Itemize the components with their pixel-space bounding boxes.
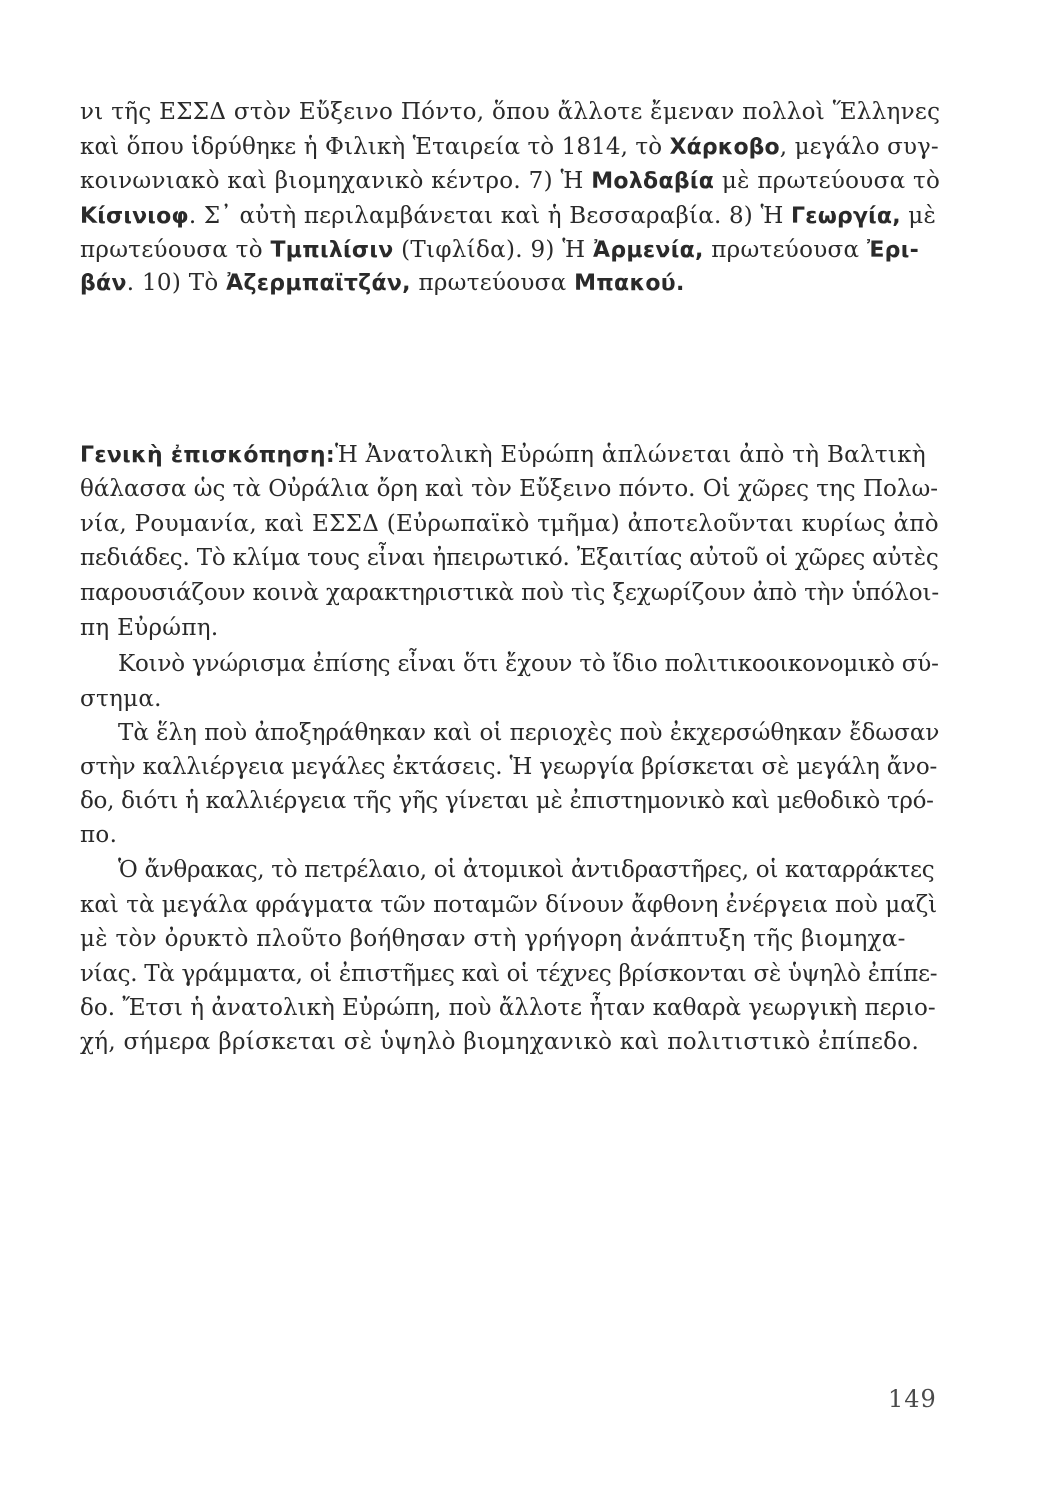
text-line [118,718,939,748]
line-text: παρουσιάζουν κοινὰ χαρακτηριστικὰ ποὺ τὶς ξεχωρίζουν ἀπὸ τὴν ὑπόλοι- [80,580,940,606]
text-line [80,166,940,197]
line-text: Ἡ Ἀνατολικὴ Εὐρώπη ἁπλώνεται ἀπὸ τὴ Βαλτικὴ [334,442,926,468]
line-text: νία, Ρουμανία, καὶ ΕΣΣΔ (Εὐρωπαϊκὸ τμῆμα) ἀποτελοῦνται κυρίως ἀπὸ [80,511,939,537]
line-text: μὲ [900,203,936,229]
page-number: 149 [888,1385,937,1413]
line-text: (Τιφλίδα). 9) Ἡ [393,237,593,263]
bold-place-name: Χάρκοβο [669,135,780,160]
text-line [80,235,919,266]
line-text: , μεγάλο συγ- [779,134,939,160]
bold-place-name: Κίσινιοφ [80,204,189,229]
line-text: καὶ ὅπου ἱδρύθηκε ἡ Φιλικὴ Ἑταιρεία τὸ 1814, τὸ [80,134,670,160]
line-text: στὴν καλλιέργεια μεγάλες ἐκτάσεις. Ἡ γεωργία βρίσκεται σὲ μεγάλη ἄνο- [80,754,938,780]
text-line [80,543,939,573]
line-text: πεδιάδες. Τὸ κλίμα τους εἶναι ἠπειρωτικό. Ἐξαιτίας αὐτοῦ οἱ χῶρες αὐτὲς [80,545,939,571]
line-text: χή, σήμερα βρίσκεται σὲ ὑψηλὸ βιομηχανικὸ καὶ πολιτιστικὸ ἐπίπεδο. [80,1029,920,1055]
text-line [80,890,937,920]
text-line [80,924,906,954]
text-line [80,474,938,504]
line-text: μὲ τὸν ὀρυκτὸ πλοῦτο βοήθησαν στὴ γρήγορη ἀνάπτυξη τῆς βιομηχα- [80,926,906,952]
line-text: μὲ πρωτεύουσα τὸ [714,168,941,194]
text-line [80,268,685,299]
line-text: πο. [80,822,118,848]
line-text: Κοινὸ γνώρισμα ἐπίσης εἶναι ὅτι ἔχουν τὸ ἴδιο πολιτικοοικονομικὸ σύ- [118,651,939,677]
line-text: δο, διότι ἡ καλλιέργεια τῆς γῆς γίνεται μὲ ἐπιστημονικὸ καὶ μεθοδικὸ τρό- [80,788,934,814]
text-line [80,820,117,850]
text-line [80,1027,919,1057]
line-text: στημα. [80,686,162,712]
text-line [80,993,936,1023]
bold-place-name: Ἀρμενία, [593,238,704,263]
text-line [80,578,939,608]
text-line [118,855,934,885]
bold-place-name: Γεωργία, [791,204,901,229]
bold-place-name: Τμπιλίσιν [270,238,394,263]
text-line [118,649,939,679]
line-text: πη Εὐρώπη. [80,615,219,641]
text-line [80,97,940,127]
line-text: . Σ᾽ αὐτὴ περιλαμβάνεται καὶ ἡ Βεσσαραβία. 8) Ἡ [188,203,792,229]
bold-place-name: Μπακού. [574,271,685,296]
line-text: καὶ τὰ μεγάλα φράγματα τῶν ποταμῶν δίνουν ἄφθονη ἐνέργεια ποὺ μαζὶ [80,892,938,918]
line-text: πρωτεύουσα [410,270,575,296]
text-line [80,440,926,471]
bold-place-name: βάν [80,271,127,296]
line-text: νι τῆς ΕΣΣΔ στὸν Εὔξεινο Πόντο, ὅπου ἄλλοτε ἔμεναν πολλοὶ Ἕλληνες [80,99,941,125]
line-text: Τὰ ἕλη ποὺ ἀποξηράθηκαν καὶ οἱ περιοχὲς ποὺ ἐκχερσώθηκαν ἔδωσαν [118,720,940,746]
text-line [80,752,937,782]
bold-place-name: Ἀζερμπαϊτζάν, [226,271,411,296]
section-heading: Γενικὴ ἐπισκόπηση: [80,443,335,468]
text-line [80,684,162,714]
text-line [80,959,937,989]
line-text: κοινωνιακὸ καὶ βιομηχανικὸ κέντρο. 7) Ἡ [80,168,592,194]
line-text: Ὁ ἄνθρακας, τὸ πετρέλαιο, οἱ ἀτομικοὶ ἀντιδραστῆρες, οἱ καταρράκτες [118,857,935,883]
text-line [80,132,939,163]
bold-place-name: Μολδαβία [591,169,715,194]
line-text: νίας. Τὰ γράμματα, οἱ ἐπιστῆμες καὶ οἱ τέχνες βρίσκονται σὲ ὑψηλὸ ἐπίπε- [80,961,938,987]
text-line [80,201,936,232]
line-text: . 10) Τὸ [126,270,227,296]
line-text: δο. Ἔτσι ἡ ἀνατολικὴ Εὐρώπη, ποὺ ἄλλοτε ἦταν καθαρὰ γεωργικὴ περιο- [80,995,936,1021]
line-text: πρωτεύουσα τὸ [80,237,271,263]
text-line [80,613,218,643]
bold-place-name: Ἐρι- [866,238,920,263]
text-line [80,786,934,816]
text-line [80,509,939,539]
line-text: πρωτεύουσα [703,237,867,263]
line-text: θάλασσα ὡς τὰ Οὐράλια ὄρη καὶ τὸν Εὔξεινο πόντο. Οἱ χῶρες της Πολω- [80,476,938,502]
